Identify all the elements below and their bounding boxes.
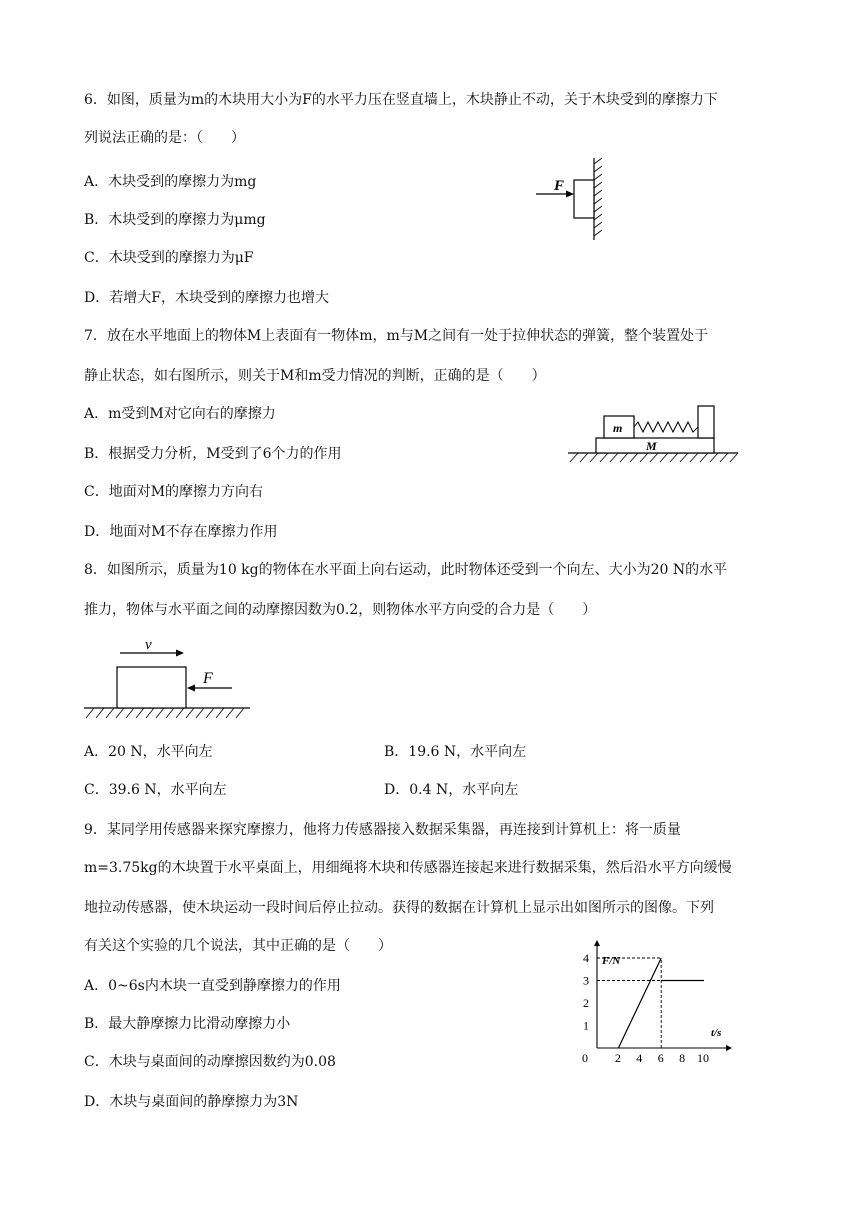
q9-force-time-chart bbox=[570, 950, 740, 1065]
q7-label-m: m bbox=[613, 421, 623, 435]
q9-ytick-2: 2 bbox=[583, 996, 589, 1010]
q8-stem-line2: 推力，物体与水平面之间的动摩擦因数为0.2，则物体水平方向受的合力是（ ） bbox=[84, 602, 597, 618]
q9-option-c: C．木块与桌面间的动摩擦因数约为0.08 bbox=[84, 1054, 336, 1070]
q8-figure bbox=[80, 632, 255, 722]
q8-option-d: D．0.4 N，水平向左 bbox=[384, 782, 519, 798]
q9-ytick-3: 3 bbox=[583, 973, 589, 988]
q6-label-F: F bbox=[554, 178, 565, 194]
q9-option-d: D．木块与桌面间的静摩擦力为3N bbox=[84, 1094, 299, 1110]
q7-option-c: C．地面对M的摩擦力方向右 bbox=[84, 484, 264, 500]
q7-figure bbox=[560, 400, 740, 470]
q7-label-M: M bbox=[646, 439, 657, 453]
q6-figure bbox=[530, 150, 640, 245]
q9-ylabel: F/N bbox=[602, 955, 621, 967]
q9-series-rising-segment bbox=[618, 958, 661, 1048]
q8-option-c: C．39.6 N，水平向左 bbox=[84, 782, 227, 798]
q9-xtick-8: 8 bbox=[679, 1051, 686, 1065]
q9-xtick-6: 6 bbox=[657, 1051, 664, 1065]
q9-stem-line1: 9．某同学用传感器来探究摩擦力，他将力传感器接入数据采集器，再连接到计算机上：将一质量 bbox=[84, 822, 681, 838]
q9-stem-line2: m=3.75kg的木块置于水平桌面上，用细绳将木块和传感器连接起来进行数据采集，然后沿水平方向缓慢 bbox=[84, 860, 732, 876]
q9-option-a: A．0~6s内木块一直受到静摩擦力的作用 bbox=[84, 978, 341, 994]
q9-stem-line4: 有关这个实验的几个说法，其中正确的是（ ） bbox=[84, 938, 392, 954]
q9-y-axis-arrow bbox=[594, 940, 600, 946]
q9-ytick-4: 4 bbox=[583, 951, 589, 965]
q8-option-a: A．20 N，水平向左 bbox=[84, 744, 213, 760]
q9-xtick-4: 4 bbox=[636, 1051, 643, 1065]
q6-stem-line1: 6．如图，质量为m的木块用大小为F的水平力压在竖直墙上，木块静止不动，关于木块受到的摩擦力下 bbox=[84, 92, 718, 108]
q9-xlabel: t/s bbox=[711, 1027, 722, 1039]
q8-stem-line1: 8．如图所示，质量为10 kg的物体在水平面上向右运动，此时物体还受到一个向左、大小为20 N的水平 bbox=[84, 562, 728, 578]
q9-origin-label: 0 bbox=[582, 1051, 588, 1065]
q9-x-axis-arrow bbox=[726, 1045, 732, 1051]
q8-label-F: F bbox=[203, 670, 213, 687]
q7-stem-line1: 7．放在水平地面上的物体M上表面有一物体m，m与M之间有一处于拉伸状态的弹簧，整个装置处于 bbox=[84, 328, 709, 344]
q7-stem-line2: 静止状态，如右图所示，则关于M和m受力情况的判断，正确的是（ ） bbox=[84, 368, 546, 384]
q9-option-b: B．最大静摩擦力比滑动摩擦力小 bbox=[84, 1016, 291, 1032]
q9-ytick-1: 1 bbox=[583, 1018, 589, 1033]
q9-xtick-2: 2 bbox=[614, 1051, 621, 1065]
q6-option-c: C．木块受到的摩擦力为μF bbox=[84, 250, 254, 266]
q9-stem-line3: 地拉动传感器，使木块运动一段时间后停止拉动。获得的数据在计算机上显示出如图所示的图像。下列 bbox=[84, 900, 714, 916]
q6-option-d: D．若增大F，木块受到的摩擦力也增大 bbox=[84, 290, 329, 306]
q6-stem-line2: 列说法正确的是：（ ） bbox=[84, 130, 245, 146]
q7-option-b: B．根据受力分析，M受到了6个力的作用 bbox=[84, 446, 342, 462]
q7-option-a: A．m受到M对它向右的摩擦力 bbox=[84, 406, 276, 422]
q6-option-a: A．木块受到的摩擦力为mg bbox=[84, 174, 257, 190]
q6-option-b: B．木块受到的摩擦力为μmg bbox=[84, 212, 266, 228]
q8-label-v: v bbox=[145, 637, 152, 653]
q7-option-d: D．地面对M不存在摩擦力作用 bbox=[84, 524, 278, 540]
q8-option-b: B．19.6 N，水平向左 bbox=[384, 744, 527, 760]
q9-xtick-10: 10 bbox=[697, 1051, 709, 1065]
